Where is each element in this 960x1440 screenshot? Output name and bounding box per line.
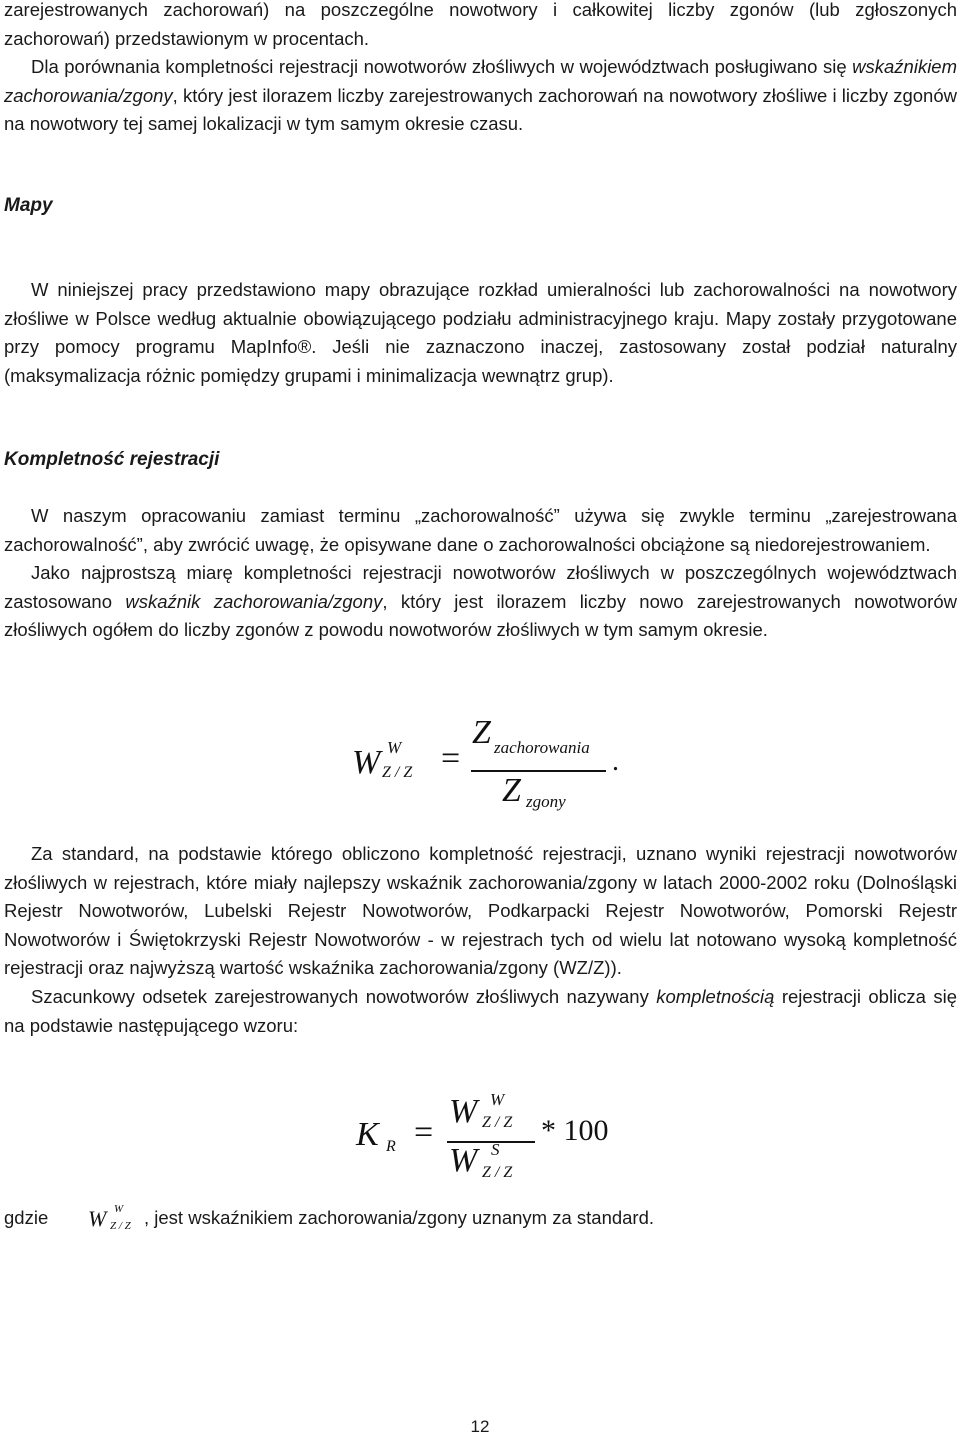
formula-completeness: [4, 1090, 957, 1190]
term-paragraph: W naszym opracowaniu zamiast terminu „zachorowalność” używa się zwykle terminu „zarejestrowana zachorowalność”, aby zwrócić uwagę, że opisywane dane o zachorowalności obciążone są niedorejestrowaniem.: [4, 505, 957, 555]
measure-text-b: , który jest ilorazem liczby nowo zarejestrowanych nowotworów złośliwych ogółem do liczby zgonów z powodu nowotworów złośliwych w tym samym okresie.: [4, 590, 957, 641]
formula2-denominator-sub: Z / Z: [482, 1164, 513, 1181]
intro-italic-term: wskaźnikiem zachorowania/zgony: [4, 56, 957, 106]
intro-text-a: Dla porównania kompletności rejestracji nowotworów złośliwych w województwach posługiwano się: [31, 56, 853, 78]
formula2-lhs: K: [356, 1116, 379, 1153]
where-symbol-sub: Z / Z: [110, 1220, 131, 1232]
page-number: 12: [470, 1417, 490, 1436]
formula1-denominator: Z: [502, 772, 521, 809]
formula1-lhs: W: [352, 744, 381, 781]
formula2-multiplier: * 100: [541, 1114, 609, 1147]
standard-paragraph: Za standard, na podstawie którego obliczono kompletność rejestracji, uznano wyniki rejestracji nowotworów złośliwych w rejestrach, które miały najlepszy wskaźnik zachorowania/zgony w latach 2000-2002 roku (Dolnośląski Rejestr Nowotworów, Lubelski Rejestr Nowotworów, Podkarpacki Rejestr Nowotworów, Pomorski Rejestr Nowotworów i Świętokrzyski Rejestr Nowotworów - w rejestrach tych od wielu lat notowano wysoką kompletność rejestracji oraz najwyższą wartość wskaźnika zachorowania/zgony (WZ/Z)).: [4, 843, 957, 979]
formula1-numerator-sub: zachorowania: [494, 738, 590, 757]
measure-paragraph: [4, 559, 957, 645]
formula2-numerator-sup: W: [490, 1090, 505, 1109]
maps-paragraph: W niniejszej pracy przedstawiono mapy obrazujące rozkład umieralności lub zachorowalności na nowotwory złośliwe w Polsce według aktualnie obowiązującego podziału administracyjnego kraju. Mapy zostały przygotowane przy pomocy programu MapInfo®. Jeśli nie zaznaczono inaczej, zastosowany został podział naturalny (maksymalizacja różnic pomiędzy grupami i minimalizacja wewnątrz grup).: [4, 279, 957, 386]
intro-text-b: , który jest ilorazem liczby zarejestrowanych zachorowań na nowotwory złośliwe i liczby zgonów na nowotwory tej samej lokalizacji w tym samym okresie czasu.: [4, 84, 957, 135]
heading-kompletnosc: Kompletność rejestracji: [4, 449, 220, 470]
formula1-lhs-sup: W: [387, 738, 402, 757]
estimate-text-b: rejestracji oblicza się na podstawie następującego wzoru:: [4, 985, 957, 1036]
formula1-fraction-bar: [471, 770, 606, 772]
formula1-numerator: Z: [472, 714, 491, 751]
where-suffix: , jest wskaźnikiem zachorowania/zgony uznanym za standard.: [144, 1207, 655, 1228]
where-prefix: gdzie: [4, 1207, 49, 1228]
formula1-equals: =: [441, 740, 461, 777]
measure-text-a: Jako najprostszą miarę kompletności rejestracji nowotworów złośliwych w poszczególnych województwach zastosowano: [4, 562, 957, 612]
formula1-lhs-sub: Z / Z: [382, 764, 413, 781]
formula2-lhs-sub: R: [386, 1138, 396, 1155]
formula2-denominator: W: [449, 1142, 478, 1179]
completeness-section: [4, 502, 957, 645]
estimate-text-a: Szacunkowy odsetek zarejestrowanych nowotworów złośliwych nazywany: [31, 985, 657, 1007]
where-symbol: W: [88, 1206, 107, 1231]
estimate-italic-term: kompletnością: [656, 985, 775, 1007]
formula2-denominator-sup: S: [491, 1140, 500, 1159]
formula1-period: .: [612, 746, 619, 777]
formula2-numerator-sub: Z / Z: [482, 1114, 513, 1131]
heading-mapy: Mapy: [4, 195, 53, 216]
formula-ratio: [4, 714, 957, 820]
where-line: [4, 1200, 957, 1240]
standard-section: [4, 840, 957, 1040]
intro-section: [4, 0, 957, 139]
formula2-numerator: W: [449, 1093, 478, 1130]
intro-paragraph-continued: zarejestrowanych zachorowań) na poszczególne nowotwory i całkowitej liczby zgonów (lub zgłoszonych zachorowań) przedstawionym w procentach.: [4, 0, 957, 49]
formula2-equals: =: [414, 1114, 434, 1151]
where-symbol-sup: W: [114, 1203, 124, 1215]
measure-italic-term: wskaźnik zachorowania/zgony: [125, 590, 383, 612]
formula1-denominator-sub: zgony: [526, 792, 566, 811]
estimate-paragraph: [4, 983, 957, 1040]
intro-paragraph: [4, 53, 957, 139]
